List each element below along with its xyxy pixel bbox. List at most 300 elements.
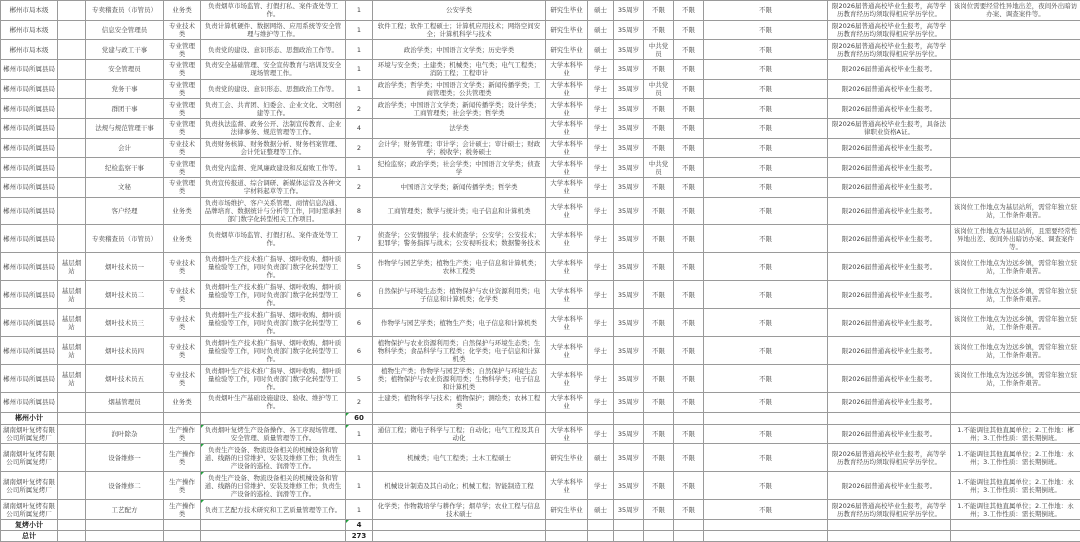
cell-count: 4: [346, 520, 373, 531]
cell-unit: 郴州市局所属县局: [1, 177, 58, 197]
cell-age: 35周岁: [614, 424, 644, 444]
cell-degree: 学士: [588, 472, 614, 500]
cell-degree: 硕士: [588, 444, 614, 472]
cell-count: 1: [346, 40, 373, 60]
cell-count: 1: [346, 444, 373, 472]
cell-category: 专业技术类: [164, 20, 201, 40]
cell-other: 限2026届普通高校毕业生报考，高等学历教育经历均须取得相应学历学位。: [828, 444, 951, 472]
cell-position: [86, 412, 164, 424]
cell-education: 研究生毕业: [546, 1, 588, 21]
cell-majors: 政治学类；中国语言文学类；新闻传播学类；设计学类；工商管理类；社会学类；哲学类: [373, 99, 546, 119]
cell-gender: 不限: [674, 444, 704, 472]
cell-age: 35周岁: [614, 500, 644, 520]
cell-gender: 不限: [674, 20, 704, 40]
table-row: [1, 225, 1080, 253]
cell-station: [58, 177, 86, 197]
cell-education: 大学本科毕业: [546, 365, 588, 393]
cell-remarks: 该岗位工作地点为基层站所，需常年独立驻站，工作条件艰苦。: [951, 197, 1080, 225]
cell-education: 研究生毕业: [546, 40, 588, 60]
cell-education: [546, 412, 588, 424]
cell-other: 限2026届普通高校毕业生报考。: [828, 197, 951, 225]
cell-station: [58, 225, 86, 253]
table-row: [1, 158, 1080, 178]
table-row: [1, 393, 1080, 413]
cell-majors: 自然保护与环境生态类；植物保护与农业资源利用类；电子信息和计算机类；化学类: [373, 281, 546, 309]
table-row: [1, 472, 1080, 500]
cell-other: 限2026届普通高校毕业生报考。: [828, 365, 951, 393]
cell-remarks: [951, 40, 1080, 60]
cell-majors: 侦查学；公安情报学；技术侦查学；公安学；公安技术；犯罪学；警务指挥与战术；公安视听技术；数据警务技术: [373, 225, 546, 253]
cell-unit: 郴州市局所属县局: [1, 59, 58, 79]
table-row: [1, 444, 1080, 472]
cell-age: [614, 531, 644, 542]
cell-age: 35周岁: [614, 138, 644, 158]
cell-degree: 学士: [588, 253, 614, 281]
table-row: [1, 197, 1080, 225]
cell-remarks: 该岗位工作地点为基层站所，且需要经常性异地出差、夜间外出暗访办案、调查案件等。: [951, 225, 1080, 253]
cell-political: 不限: [644, 309, 674, 337]
cell-duties: 负责安全基础管理、安全宣传教育与培训及安全现场管理工作。: [201, 59, 346, 79]
cell-political: 不限: [644, 177, 674, 197]
cell-degree: 学士: [588, 365, 614, 393]
cell-position: 客户经理: [86, 197, 164, 225]
cell-position: 设备维修一: [86, 444, 164, 472]
cell-degree: 学士: [588, 158, 614, 178]
cell-majors: 作物学与园艺学类；植物生产类；电子信息和计算机类；农林工程类: [373, 253, 546, 281]
cell-political: 不限: [644, 424, 674, 444]
cell-remarks: 该岗位需要经常性异地出差，夜间外出暗访办案、调查案件等。: [951, 1, 1080, 21]
cell-duties: 负责生产设备、物流设备相关的机械设备和管道、线路的日常维护、安装及维修工作；负责生产设备的巡检、润滑等工作。: [201, 444, 346, 472]
cell-count: 60: [346, 412, 373, 424]
cell-position: 烟叶技术员三: [86, 309, 164, 337]
cell-political: 不限: [644, 138, 674, 158]
cell-unit: 郴州市局所属县局: [1, 99, 58, 119]
cell-station: [58, 59, 86, 79]
cell-experience: 不限: [704, 59, 828, 79]
cell-station: 基层烟站: [58, 337, 86, 365]
cell-station: [58, 79, 86, 99]
cell-gender: 不限: [674, 281, 704, 309]
cell-unit: 总计: [1, 531, 58, 542]
cell-education: 大学本科毕业: [546, 309, 588, 337]
cell-degree: 学士: [588, 177, 614, 197]
cell-unit: 郴州市局所属县局: [1, 309, 58, 337]
cell-age: 35周岁: [614, 20, 644, 40]
cell-remarks: [951, 59, 1080, 79]
cell-gender: [674, 412, 704, 424]
cell-age: 35周岁: [614, 472, 644, 500]
cell-experience: 不限: [704, 393, 828, 413]
cell-duties: 负责烟草市场监管、打假打私、案件查处等工作。: [201, 225, 346, 253]
cell-political: 不限: [644, 197, 674, 225]
cell-count: 6: [346, 281, 373, 309]
cell-unit: 郴州市局所属县局: [1, 138, 58, 158]
cell-political: 不限: [644, 225, 674, 253]
cell-remarks: 1.不能调往其他直属单位；2.工作地：永州；3.工作性质：需长期倒班。: [951, 500, 1080, 520]
cell-category: 专业管理类: [164, 177, 201, 197]
recruitment-table-body: [1, 1, 1080, 542]
cell-degree: 学士: [588, 118, 614, 138]
cell-duties: 负责党的建设、意识形态、思想政治工作等。: [201, 79, 346, 99]
cell-education: 大学本科毕业: [546, 225, 588, 253]
cell-majors: 通信工程；微电子科学与工程；自动化；电气工程及其自动化: [373, 424, 546, 444]
cell-education: 大学本科毕业: [546, 59, 588, 79]
cell-other: 限2026届普通高校毕业生报考。: [828, 281, 951, 309]
cell-education: 大学本科毕业: [546, 99, 588, 119]
cell-age: 35周岁: [614, 79, 644, 99]
cell-political: 不限: [644, 20, 674, 40]
cell-position: 信息安全管理员: [86, 20, 164, 40]
cell-education: [546, 520, 588, 531]
cell-majors: 软件工程；软件工程硕士；计算机应用技术；网络空间安全；计算机科学与技术: [373, 20, 546, 40]
cell-experience: 不限: [704, 99, 828, 119]
cell-experience: 不限: [704, 20, 828, 40]
cell-unit: 湖南烟叶复烤有限公司所属复烤厂: [1, 424, 58, 444]
cell-education: 大学本科毕业: [546, 177, 588, 197]
cell-age: 35周岁: [614, 59, 644, 79]
cell-education: 大学本科毕业: [546, 281, 588, 309]
cell-experience: 不限: [704, 472, 828, 500]
cell-degree: 学士: [588, 138, 614, 158]
cell-count: 5: [346, 253, 373, 281]
cell-duties: 负责烟叶生产技术推广指导、烟叶收购、烟叶质量检验等工作，同时负责部门数字化转型等工作。: [201, 253, 346, 281]
cell-majors: 公安学类: [373, 1, 546, 21]
cell-station: [58, 472, 86, 500]
cell-political: [644, 520, 674, 531]
cell-count: 2: [346, 177, 373, 197]
cell-other: 限2026届普通高校毕业生报考。: [828, 337, 951, 365]
cell-remarks: [951, 99, 1080, 119]
cell-other: [828, 412, 951, 424]
cell-degree: 硕士: [588, 20, 614, 40]
cell-majors: 中国语言文学类；新闻传播学类；哲学类: [373, 177, 546, 197]
table-row: [1, 281, 1080, 309]
total-row: [1, 531, 1080, 542]
cell-unit: 郴州市局所属县局: [1, 337, 58, 365]
cell-category: 业务类: [164, 225, 201, 253]
cell-station: [58, 1, 86, 21]
cell-category: [164, 531, 201, 542]
cell-category: 专业管理类: [164, 40, 201, 60]
cell-age: 35周岁: [614, 177, 644, 197]
cell-gender: 不限: [674, 365, 704, 393]
cell-other: [828, 531, 951, 542]
cell-age: 35周岁: [614, 365, 644, 393]
cell-unit: 郴州市局本级: [1, 40, 58, 60]
cell-majors: 土建类；植物科学与技术；植物保护；测绘类；农林工程类: [373, 393, 546, 413]
cell-degree: 学士: [588, 393, 614, 413]
cell-station: [58, 99, 86, 119]
cell-remarks: [951, 531, 1080, 542]
cell-other: 限2026届普通高校毕业生报考，高等学历教育经历均须取得相应学历学位。: [828, 500, 951, 520]
cell-unit: 湖南烟叶复烤有限公司所属复烤厂: [1, 472, 58, 500]
cell-age: 35周岁: [614, 309, 644, 337]
cell-position: 党建与政工干事: [86, 40, 164, 60]
cell-station: [58, 531, 86, 542]
cell-political: 中共党员: [644, 40, 674, 60]
cell-education: 大学本科毕业: [546, 138, 588, 158]
cell-gender: 不限: [674, 40, 704, 60]
cell-category: 生产操作类: [164, 424, 201, 444]
cell-position: 党务干事: [86, 79, 164, 99]
cell-other: 限2026届普通高校毕业生报考。: [828, 253, 951, 281]
cell-political: 不限: [644, 253, 674, 281]
cell-education: 大学本科毕业: [546, 118, 588, 138]
cell-category: 专业管理类: [164, 59, 201, 79]
cell-station: [58, 158, 86, 178]
cell-education: 大学本科毕业: [546, 158, 588, 178]
cell-duties: 负责烟叶复烤生产设备操作、各工序现场管理、安全管理、质量管理等工作。: [201, 424, 346, 444]
cell-other: 限2026届普通高校毕业生报考。: [828, 472, 951, 500]
cell-position: [86, 531, 164, 542]
cell-political: 不限: [644, 500, 674, 520]
cell-category: 专业技术类: [164, 365, 201, 393]
cell-count: 1: [346, 79, 373, 99]
cell-count: 273: [346, 531, 373, 542]
cell-experience: 不限: [704, 118, 828, 138]
cell-majors: 环境与安全类；土建类；机械类；电气类；电气工程类；消防工程；工程审计: [373, 59, 546, 79]
cell-station: [58, 118, 86, 138]
cell-position: 专卖稽查员（市管员）: [86, 1, 164, 21]
cell-gender: 不限: [674, 472, 704, 500]
cell-experience: 不限: [704, 281, 828, 309]
cell-duties: 负责烟叶生产技术推广指导、烟叶收购、烟叶质量检验等工作，同时负责部门数字化转型等工作。: [201, 365, 346, 393]
cell-unit: 郴州市局所属县局: [1, 118, 58, 138]
cell-majors: 机械设计制造及其自动化；机械工程；智能制造工程: [373, 472, 546, 500]
cell-station: [58, 444, 86, 472]
cell-gender: 不限: [674, 118, 704, 138]
cell-majors: 工商管理类；数学与统计类；电子信息和计算机类: [373, 197, 546, 225]
cell-remarks: 1.不能调往其他直属单位；2.工作地：永州；3.工作性质：需长期倒班。: [951, 472, 1080, 500]
cell-gender: [674, 520, 704, 531]
table-row: [1, 59, 1080, 79]
cell-position: 法规与规范管理干事: [86, 118, 164, 138]
cell-political: 不限: [644, 365, 674, 393]
cell-degree: 学士: [588, 281, 614, 309]
cell-gender: 不限: [674, 337, 704, 365]
cell-education: 大学本科毕业: [546, 393, 588, 413]
cell-experience: 不限: [704, 309, 828, 337]
cell-degree: 硕士: [588, 500, 614, 520]
cell-position: 群团干事: [86, 99, 164, 119]
cell-position: 烟叶技术员五: [86, 365, 164, 393]
cell-remarks: 该岗位工作地点为边远乡镇，需常年独立驻站，工作条件艰苦。: [951, 365, 1080, 393]
cell-count: 2: [346, 138, 373, 158]
cell-remarks: [951, 393, 1080, 413]
cell-degree: 学士: [588, 337, 614, 365]
cell-experience: 不限: [704, 40, 828, 60]
cell-degree: 硕士: [588, 40, 614, 60]
cell-duties: 负责宣传报道、综合调研、新媒体运营及各种文字材料起草等工作。: [201, 177, 346, 197]
cell-category: 专业管理类: [164, 118, 201, 138]
table-row: [1, 20, 1080, 40]
cell-category: 生产操作类: [164, 472, 201, 500]
cell-station: [58, 393, 86, 413]
cell-remarks: [951, 520, 1080, 531]
cell-station: 基层烟站: [58, 309, 86, 337]
cell-position: 润叶除杂: [86, 424, 164, 444]
cell-duties: 负责财务核算、财务数据分析、财务档案管理、会计凭证整理等工作。: [201, 138, 346, 158]
cell-political: 中共党员: [644, 158, 674, 178]
cell-degree: [588, 520, 614, 531]
table-row: [1, 99, 1080, 119]
cell-political: 不限: [644, 444, 674, 472]
cell-duties: 负责生产设备、物流设备相关的机械设备和管道、线路的日常维护、安装及维修工作；负责生产设备的巡检、润滑等工作。: [201, 472, 346, 500]
cell-position: 专卖稽查员（市管员）: [86, 225, 164, 253]
cell-age: 35周岁: [614, 40, 644, 60]
cell-age: [614, 520, 644, 531]
cell-count: 1: [346, 424, 373, 444]
cell-majors: 纪检监察；政治学类；社会学类；中国语言文学类；侦查学: [373, 158, 546, 178]
cell-category: 专业技术类: [164, 309, 201, 337]
cell-remarks: 1.不能调往其他直属单位；2.工作地：永州；3.工作性质：需长期倒班。: [951, 444, 1080, 472]
cell-station: [58, 20, 86, 40]
cell-political: 不限: [644, 1, 674, 21]
cell-category: 专业管理类: [164, 158, 201, 178]
cell-gender: 不限: [674, 225, 704, 253]
table-row: [1, 177, 1080, 197]
table-row: [1, 365, 1080, 393]
cell-station: 基层烟站: [58, 281, 86, 309]
table-row: [1, 424, 1080, 444]
cell-unit: 郴州市局所属县局: [1, 197, 58, 225]
cell-majors: 植物生产类；作物学与园艺学类；自然保护与环境生态类；植物保护与农业资源利用类；生物科学类；电子信息和计算机类: [373, 365, 546, 393]
cell-age: 35周岁: [614, 118, 644, 138]
cell-experience: [704, 412, 828, 424]
cell-degree: 学士: [588, 99, 614, 119]
cell-political: [644, 412, 674, 424]
cell-station: 基层烟站: [58, 365, 86, 393]
cell-education: 大学本科毕业: [546, 337, 588, 365]
cell-position: 烟叶技术员二: [86, 281, 164, 309]
cell-age: 35周岁: [614, 197, 644, 225]
cell-position: 烟叶技术员四: [86, 337, 164, 365]
cell-age: 35周岁: [614, 1, 644, 21]
table-row: [1, 1, 1080, 21]
cell-experience: 不限: [704, 500, 828, 520]
cell-other: [828, 520, 951, 531]
cell-other: 限2026届普通高校毕业生报考。: [828, 158, 951, 178]
table-row: [1, 309, 1080, 337]
cell-count: 1: [346, 59, 373, 79]
cell-duties: 负责市场维护、客户关系管理、商情信息沟通、品牌培育、数据统计与分析等工作，同时需承担部门数字化转型相关工作项目。: [201, 197, 346, 225]
cell-gender: 不限: [674, 177, 704, 197]
cell-category: 业务类: [164, 197, 201, 225]
cell-gender: 不限: [674, 197, 704, 225]
cell-position: 会计: [86, 138, 164, 158]
cell-other: 限2026届普通高校毕业生报考。: [828, 225, 951, 253]
cell-station: [58, 424, 86, 444]
cell-position: 工艺配方: [86, 500, 164, 520]
cell-experience: 不限: [704, 197, 828, 225]
cell-category: 专业管理类: [164, 79, 201, 99]
cell-position: 文秘: [86, 177, 164, 197]
cell-experience: 不限: [704, 177, 828, 197]
cell-unit: 郴州市局所属县局: [1, 79, 58, 99]
cell-experience: [704, 520, 828, 531]
cell-other: 限2026届普通高校毕业生报考。: [828, 79, 951, 99]
cell-experience: 不限: [704, 225, 828, 253]
cell-other: 限2026届普通高校毕业生报考。: [828, 138, 951, 158]
cell-other: 限2026届普通高校毕业生报考。: [828, 309, 951, 337]
cell-other: 限2026届普通高校毕业生报考，高等学历教育经历均须取得相应学历学位。: [828, 20, 951, 40]
cell-remarks: 该岗位工作地点为边远乡镇，需常年独立驻站，工作条件艰苦。: [951, 337, 1080, 365]
cell-duties: 负责烟叶生产技术推广指导、烟叶收购、烟叶质量检验等工作，同时负责部门数字化转型等工作。: [201, 281, 346, 309]
cell-remarks: [951, 158, 1080, 178]
cell-category: [164, 520, 201, 531]
cell-duties: [201, 412, 346, 424]
cell-other: 限2026届普通高校毕业生报考。: [828, 59, 951, 79]
cell-education: 大学本科毕业: [546, 197, 588, 225]
cell-majors: 作物学与园艺学类；植物生产类；电子信息和计算机类: [373, 309, 546, 337]
cell-category: 业务类: [164, 1, 201, 21]
cell-degree: 学士: [588, 225, 614, 253]
cell-other: 限2026届普通高校毕业生报考。: [828, 393, 951, 413]
cell-count: 7: [346, 225, 373, 253]
cell-unit: 郴州市局所属县局: [1, 393, 58, 413]
cell-majors: 政治学类；中国语言文学类；历史学类: [373, 40, 546, 60]
cell-station: [58, 500, 86, 520]
cell-category: 专业技术类: [164, 138, 201, 158]
cell-count: 1: [346, 1, 373, 21]
cell-gender: 不限: [674, 309, 704, 337]
cell-remarks: [951, 79, 1080, 99]
cell-gender: 不限: [674, 393, 704, 413]
cell-remarks: 该岗位工作地点为边远乡镇，需常年独立驻站，工作条件艰苦。: [951, 253, 1080, 281]
cell-other: 限2026届普通高校毕业生报考，高等学历教育经历均须取得相应学历学位。: [828, 1, 951, 21]
cell-political: 不限: [644, 59, 674, 79]
cell-majors: 会计学；财务管理；审计学；会计硕士；审计硕士；财政学；税收学；税务硕士: [373, 138, 546, 158]
cell-other: 限2026届普通高校毕业生报考，高等学历教育经历均须取得相应学历学位。: [828, 40, 951, 60]
cell-other: 限2026届普通高校毕业生报考，具备法律职业资格A证。: [828, 118, 951, 138]
cell-gender: [674, 531, 704, 542]
cell-education: [546, 531, 588, 542]
cell-age: 35周岁: [614, 444, 644, 472]
table-row: [1, 500, 1080, 520]
cell-count: 8: [346, 197, 373, 225]
cell-station: [58, 520, 86, 531]
cell-remarks: [951, 412, 1080, 424]
cell-education: 大学本科毕业: [546, 424, 588, 444]
cell-count: 6: [346, 337, 373, 365]
cell-experience: 不限: [704, 158, 828, 178]
cell-station: [58, 138, 86, 158]
cell-category: 业务类: [164, 393, 201, 413]
cell-gender: 不限: [674, 1, 704, 21]
cell-station: [58, 197, 86, 225]
cell-position: 设备维修二: [86, 472, 164, 500]
cell-experience: 不限: [704, 337, 828, 365]
cell-unit: 郴州市局本级: [1, 20, 58, 40]
cell-majors: 化学类；作物栽培学与耕作学；烟草学；农业工程与信息技术硕士: [373, 500, 546, 520]
cell-education: 研究生毕业: [546, 444, 588, 472]
cell-unit: 湖南烟叶复烤有限公司所属复烤厂: [1, 500, 58, 520]
cell-count: 1: [346, 20, 373, 40]
table-row: [1, 40, 1080, 60]
cell-remarks: 1.不能调往其他直属单位；2.工作地：郴州；3.工作性质：需长期倒班。: [951, 424, 1080, 444]
cell-political: [644, 531, 674, 542]
cell-experience: [704, 531, 828, 542]
cell-position: [86, 520, 164, 531]
cell-political: 不限: [644, 118, 674, 138]
cell-duties: 负责烟叶生产技术推广指导、烟叶收购、烟叶质量检验等工作，同时负责部门数字化转型等工作。: [201, 337, 346, 365]
cell-station: 基层烟站: [58, 253, 86, 281]
cell-count: 5: [346, 365, 373, 393]
cell-political: 不限: [644, 99, 674, 119]
cell-position: 烟叶技术员一: [86, 253, 164, 281]
cell-education: 大学本科毕业: [546, 253, 588, 281]
cell-unit: 郴州市局所属县局: [1, 281, 58, 309]
